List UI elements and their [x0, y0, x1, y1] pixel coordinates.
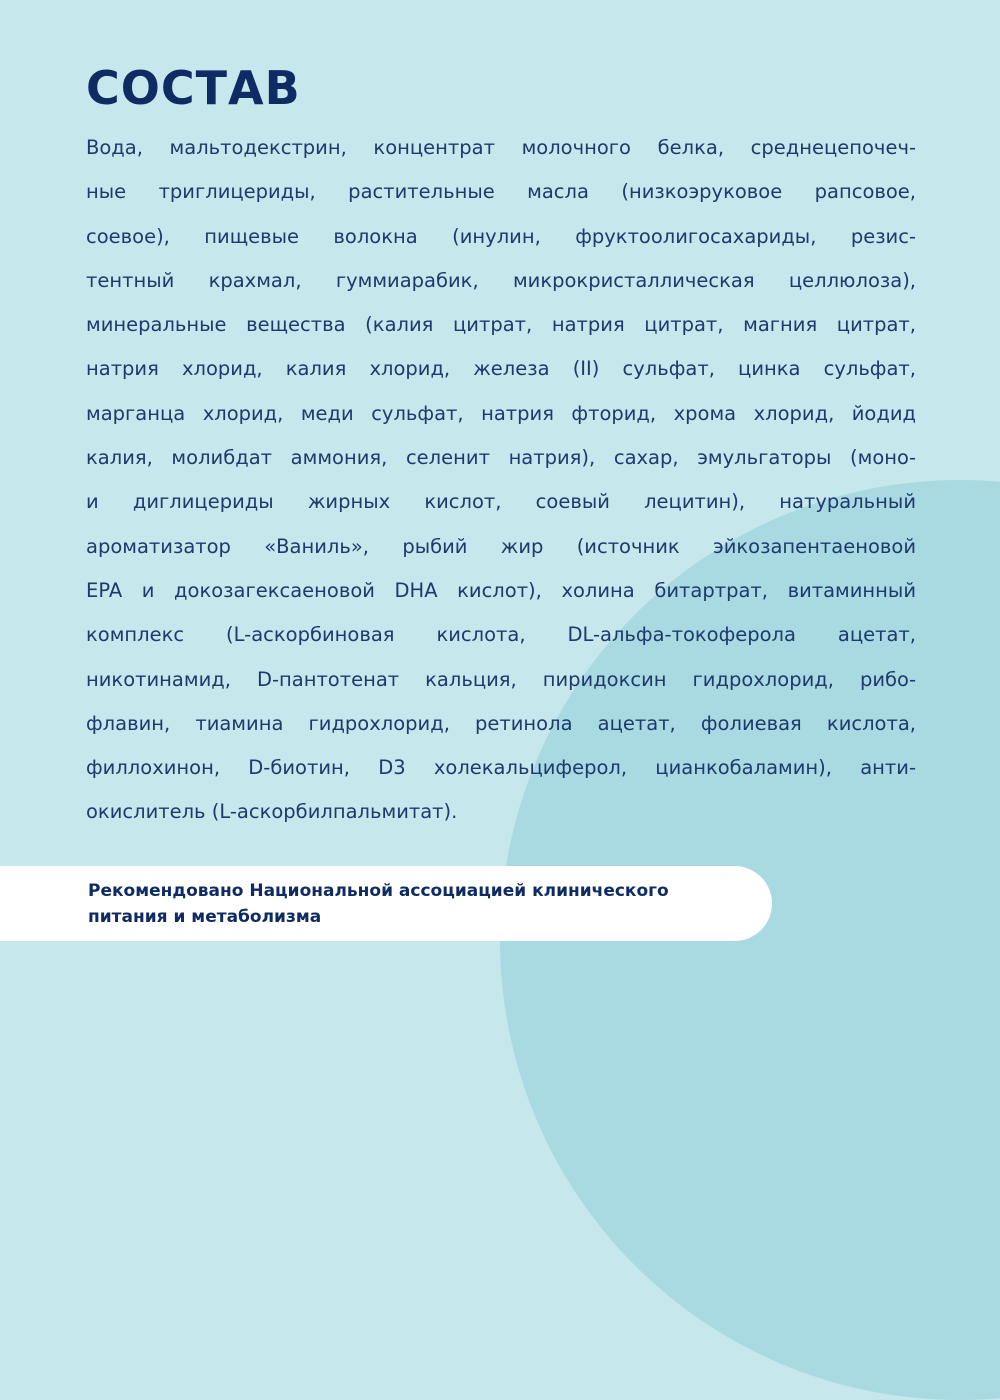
composition-line: марганца хлорид, меди сульфат, натрия фторид, хрома хлорид, йодид [86, 401, 916, 425]
composition-line: комплекс (L-аскорбиновая кислота, DL-альфа-токоферола ацетат, [86, 623, 916, 647]
composition-line: соевое), пищевые волокна (инулин, фруктоолигосахариды, резис- [86, 224, 916, 248]
composition-line: EPA и докозагексаеновой DHA кислот), холина битартрат, витаминный [86, 578, 916, 602]
page-title: СОСТАВ [86, 61, 301, 115]
recommendation-line: питания и метаболизма [88, 907, 322, 927]
recommendation-text [88, 878, 768, 930]
composition-line: ароматизатор «Ваниль», рыбий жир (источник эйкозапентаеновой [86, 534, 916, 558]
composition-text [86, 126, 916, 836]
composition-line: ные триглицериды, растительные масла (низкоэруковое рапсовое, [86, 180, 916, 204]
composition-line: никотинамид, D-пантотенат кальция, пиридоксин гидрохлорид, рибо- [86, 667, 916, 691]
composition-line: и диглицериды жирных кислот, соевый лецитин), натуральный [86, 490, 916, 514]
composition-line: флавин, тиамина гидрохлорид, ретинола ацетат, фолиевая кислота, [86, 711, 916, 735]
composition-line: окислитель (L-аскорбилпальмитат). [86, 800, 458, 824]
composition-line: тентный крахмал, гуммиарабик, микрокристаллическая целлюлоза), [86, 268, 916, 292]
composition-line: филлохинон, D-биотин, D3 холекальциферол, цианкобаламин), анти- [86, 756, 916, 780]
composition-line: минеральные вещества (калия цитрат, натрия цитрат, магния цитрат, [86, 313, 916, 337]
composition-line: калия, молибдат аммония, селенит натрия), сахар, эмульгаторы (моно- [86, 446, 916, 470]
recommendation-line: Рекомендовано Национальной ассоциацией клинического [88, 881, 669, 901]
composition-line: Вода, мальтодекстрин, концентрат молочного белка, среднецепочеч- [86, 136, 916, 159]
composition-line: натрия хлорид, калия хлорид, железа (II) сульфат, цинка сульфат, [86, 357, 916, 381]
recommendation-badge [0, 866, 772, 941]
